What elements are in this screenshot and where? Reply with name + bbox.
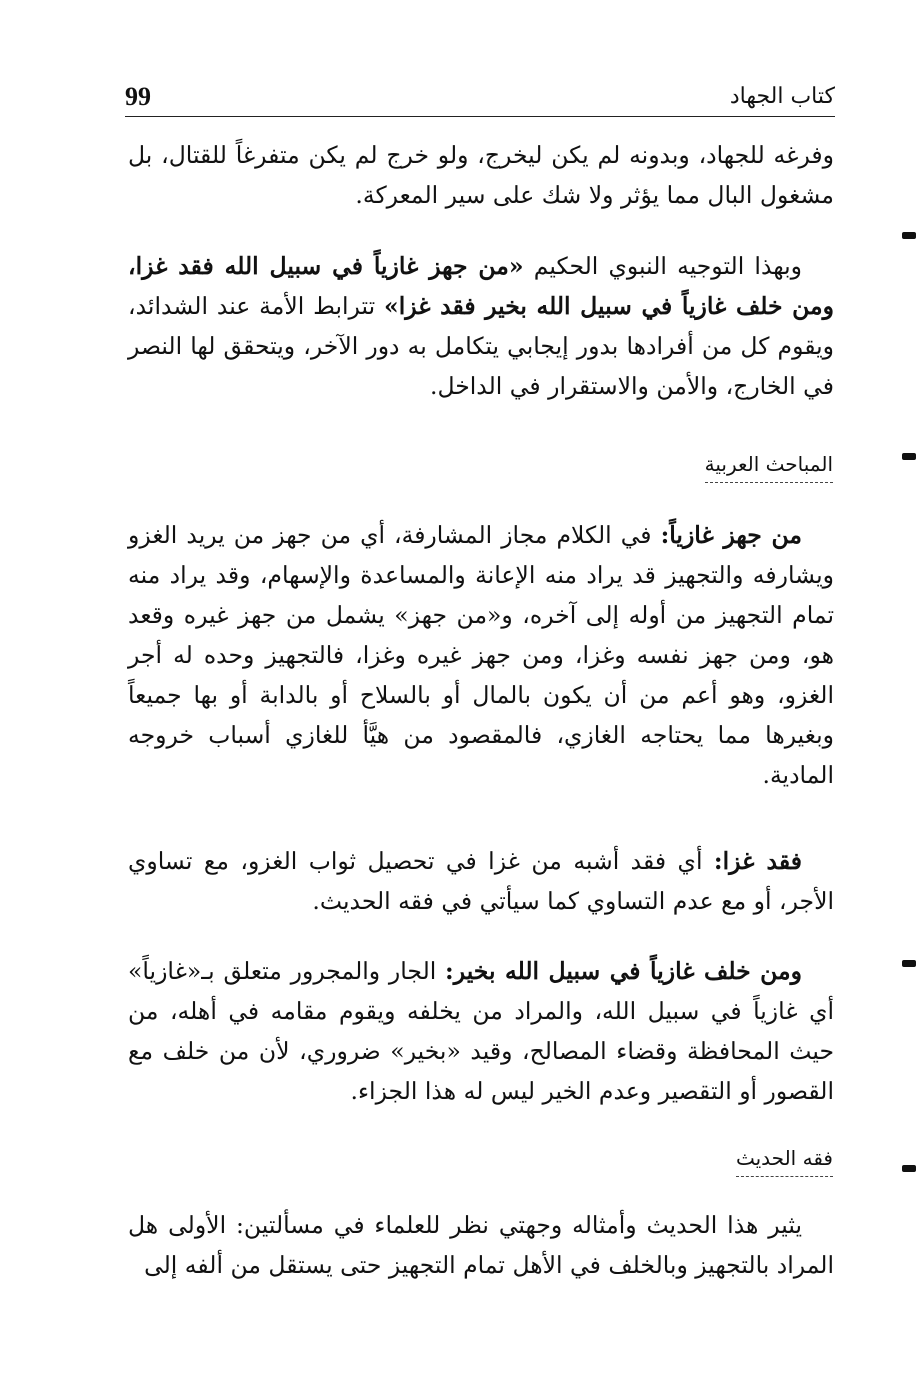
definition-item	[128, 515, 834, 795]
definition-term: ومن خلف غازياً في سبيل الله بخير:	[445, 957, 802, 985]
definition-text: الجار والمجرور متعلق بـ«غازياً» أي غازياً في سبيل الله، والمراد من يخلفه ويقوم مقامه في أهله، من حيث المحافظة وقضاء المصالح، وقيد «بخير» ضروري، لأن من خلف مع القصور أو التقصير وعدم الخير ليس له هذا الجزاء.	[128, 957, 834, 1105]
scan-margin-mark	[902, 1165, 916, 1172]
scan-margin-mark	[902, 232, 916, 239]
paragraph-text: وبهذا التوجيه النبوي الحكيم	[523, 252, 802, 280]
paragraph-fiqh	[128, 1205, 834, 1285]
paragraph-hadith-guidance	[128, 246, 834, 406]
definition-term: فقد غزا:	[713, 847, 802, 875]
section-heading-fiqh: فقه الحديث	[736, 1146, 833, 1177]
scan-margin-mark	[902, 453, 916, 460]
definition-item	[128, 841, 834, 921]
definition-text: في الكلام مجاز المشارفة، أي من جهز من يريد الغزو ويشارفه والتجهيز قد يراد منه الإعانة والمساعدة والإسهام، وقد يراد منه تمام التجهيز من أوله إلى آخره، و«من جهز» يشمل من جهز غيره وقعد هو، ومن جهز نفسه وغزا، ومن جهز غيره وغزا، فالتجهيز وحده له أجر الغزو، وهو أعم من أن يكون بالمال أو بالسلاح أو بالدابة أو بها جميعاً وبغيرها مما يحتاجه الغازي، فالمقصود من هيَّأ للغازي أسباب خروجه المادية.	[128, 521, 834, 789]
page-header	[125, 82, 835, 117]
book-title: كتاب الجهاد	[729, 84, 835, 109]
section-heading-arabic-studies: المباحث العربية	[705, 452, 833, 483]
definition-text: أي فقد أشبه من غزا في تحصيل ثواب الغزو، مع تساوي الأجر، أو مع عدم التساوي كما سيأتي في فقه الحديث.	[128, 847, 834, 915]
page-number: 99	[125, 82, 151, 111]
paragraph-text: يثير هذا الحديث وأمثاله وجهتي نظر للعلماء في مسألتين: الأولى هل المراد بالتجهيز وبالخلف في الأهل تمام التجهيز حتى يستقل من ألفه إلى	[128, 1211, 834, 1279]
definition-term: من جهز غازياً:	[660, 521, 802, 549]
hadith-quote: «من جهز غازياً في سبيل الله فقد غزا، ومن خلف غازياً في سبيل الله بخير فقد غزا»	[128, 252, 834, 320]
definition-item	[128, 951, 834, 1111]
scan-margin-mark	[902, 960, 916, 967]
paragraph-continuation	[128, 135, 834, 215]
paragraph-text: تترابط الأمة عند الشدائد، ويقوم كل من أفرادها بدور إيجابي يتكامل به دور الآخر، ويتحقق لها النصر في الخارج، والأمن والاستقرار في الداخل.	[128, 292, 834, 400]
paragraph-text: وفرغه للجهاد، وبدونه لم يكن ليخرج، ولو خرج لم يكن متفرغاً للقتال، بل مشغول البال مما يؤثر ولا شك على سير المعركة.	[128, 141, 834, 209]
